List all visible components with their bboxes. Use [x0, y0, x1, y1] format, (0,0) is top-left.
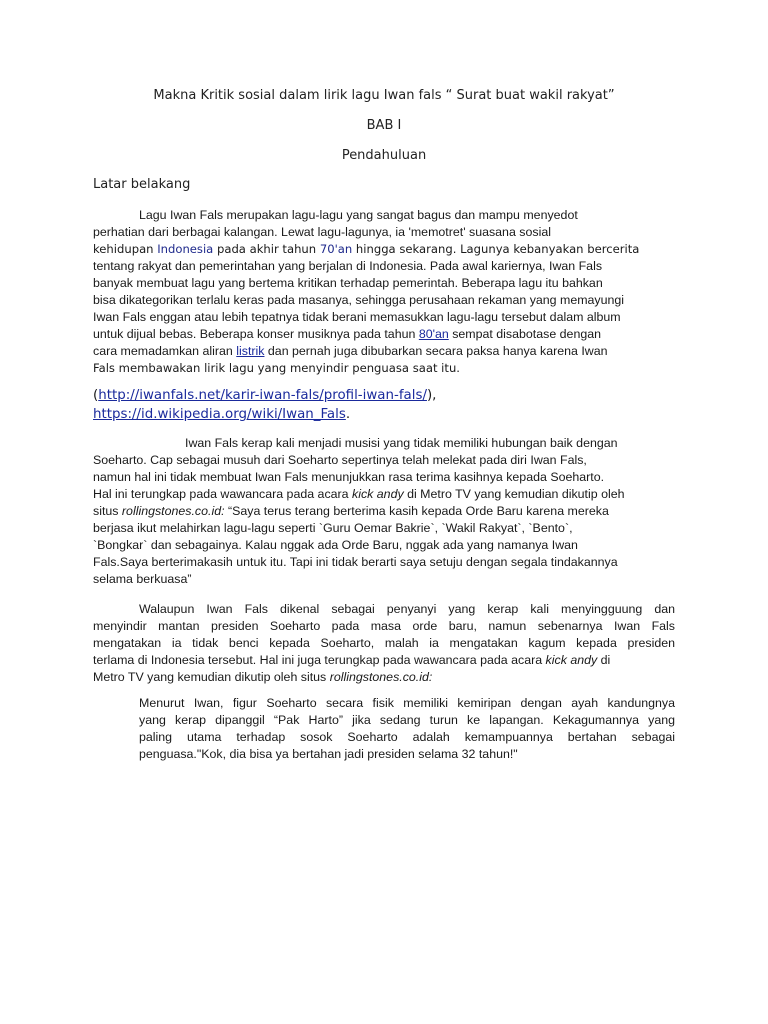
text-line: Menurut Iwan, figur Soeharto secara fisik memiliki kemiripan dengan ayah kandungnya — [139, 696, 675, 710]
text-line — [93, 503, 675, 520]
paragraph-admiration — [93, 601, 675, 686]
text-line — [93, 486, 675, 503]
text-line: paling utama terhadap sosok Soeharto adalah kemampuannya bertahan sebagai — [139, 730, 675, 744]
text-span: rollingstones.co.id: — [329, 670, 433, 684]
text-line: tentang rakyat dan pemerintahan yang berjalan di Indonesia. Pada awal kariernya, Iwan Fals — [93, 259, 603, 273]
text-line — [93, 386, 436, 405]
link-wikipedia[interactable]: https://id.wikipedia.org/wiki/Iwan_Fals — [93, 407, 346, 422]
link-80an[interactable]: 80'an — [418, 327, 449, 341]
text-span: terlama di Indonesia tersebut. Hal ini juga terungkap pada wawancara pada acara — [93, 653, 546, 667]
text-span: cara memadamkan aliran — [93, 344, 237, 358]
text-span: di — [597, 653, 611, 667]
text-line — [93, 343, 675, 360]
text-span: kick andy — [352, 487, 404, 501]
text-span: “Saya terus terang berterima kasih kepada Orde Baru karena mereka — [224, 504, 609, 518]
text-line: menyindir mantan presiden Soeharto pada masa orde baru, namun sebenarnya Iwan Fals — [93, 619, 675, 633]
text-line: Fals.Saya berterimakasih untuk itu. Tapi ini tidak berarti saya setuju dengan segala tindakannya — [93, 555, 618, 569]
link-iwanfals-net[interactable]: http://iwanfals.net/karir-iwan-fals/profil-iwan-fals/ — [98, 388, 427, 403]
text-line: selama berkuasa” — [93, 572, 192, 586]
text-line: yang kerap dipanggil “Pak Harto” jika sedang turun ke lapangan. Kekagumannya yang — [139, 713, 675, 727]
text-line — [93, 669, 675, 686]
text-line: Soeharto. Cap sebagai musuh dari Soeharto sepertinya telah melekat pada diri Iwan Fals, — [93, 453, 587, 467]
text-line: Iwan Fals kerap kali menjadi musisi yang tidak memiliki hubungan baik dengan — [185, 436, 618, 450]
text-span: . — [345, 407, 351, 422]
text-span: di Metro TV yang kemudian dikutip oleh — [403, 487, 625, 501]
text-span: hingga sekarang. Lagunya kebanyakan bercerita — [352, 242, 640, 256]
link-indonesia[interactable]: Indonesia — [157, 242, 214, 256]
chapter-heading: BAB I — [366, 118, 402, 133]
text-line: perhatian dari berbagai kalangan. Lewat lagu-lagunya, ia 'memotret' suasana sosial — [93, 225, 551, 239]
link-70an[interactable]: 70'an — [319, 242, 353, 256]
text-span: untuk dijual bebas. Beberapa konser musiknya pada tahun — [93, 327, 419, 341]
text-line: Lagu Iwan Fals merupakan lagu-lagu yang sangat bagus dan mampu menyedot — [139, 208, 578, 222]
text-span: pada akhir tahun — [213, 242, 320, 256]
section-heading: Pendahuluan — [341, 148, 427, 163]
references — [93, 386, 436, 424]
paragraph-intro — [93, 207, 675, 377]
text-span: Metro TV yang kemudian dikutip oleh situs — [93, 670, 330, 684]
text-line — [93, 326, 675, 343]
text-span: kick andy — [545, 653, 598, 667]
text-span: situs — [93, 504, 122, 518]
text-line — [93, 405, 436, 424]
text-line: namun hal ini tidak membuat Iwan Fals menunjukkan rasa terima kasihnya kepada Soeharto. — [93, 470, 605, 484]
text-line: berjasa ikut melahirkan lagu-lagu seperti `Guru Oemar Bakrie`, `Wakil Rakyat`, `Bento`, — [93, 521, 573, 535]
text-span: dan pernah juga dibubarkan secara paksa hanya karena Iwan — [264, 344, 608, 358]
text-span: rollingstones.co.id: — [121, 504, 225, 518]
text-line — [93, 652, 675, 669]
text-line: Iwan Fals enggan atau lebih tepatnya tidak berani memasukkan lagu-lagu tersebut dalam album — [93, 310, 621, 324]
text-line: bisa dikategorikan terlalu keras pada masanya, sehingga perusahaan rekaman yang memayungi — [93, 293, 625, 307]
subsection-heading: Latar belakang — [93, 177, 191, 192]
text-line: banyak membuat lagu yang bertema kritikan terhadap pemerintah. Beberapa lagu itu bahkan — [93, 276, 603, 290]
text-line: penguasa."Kok, dia bisa ya bertahan jadi presiden selama 32 tahun!" — [139, 747, 518, 761]
text-line: `Bongkar` dan sebagainya. Kalau nggak ada Orde Baru, nggak ada yang namanya Iwan — [93, 538, 578, 552]
text-line: Fals membawakan lirik lagu yang menyindir penguasa saat itu. — [93, 361, 460, 375]
text-span: ( — [93, 388, 99, 403]
link-listrik[interactable]: listrik — [236, 344, 265, 358]
text-line — [93, 241, 675, 258]
paragraph-relationship — [93, 435, 675, 588]
text-line: mengatakan ia tidak benci kepada Soeharto, malah ia mengatakan kagum kepada presiden — [93, 636, 675, 650]
text-line: Walaupun Iwan Fals dikenal sebagai penyanyi yang kerap kali menyingguung dan — [139, 602, 675, 616]
text-span: sempat disabotase dengan — [448, 327, 602, 341]
text-span: kehidupan — [93, 242, 158, 256]
text-span: ), — [426, 388, 437, 403]
document-title: Makna Kritik sosial dalam lirik lagu Iwan fals “ Surat buat wakil rakyat” — [153, 88, 615, 103]
text-span: Hal ini terungkap pada wawancara pada acara — [93, 487, 352, 501]
block-quote — [139, 695, 675, 763]
